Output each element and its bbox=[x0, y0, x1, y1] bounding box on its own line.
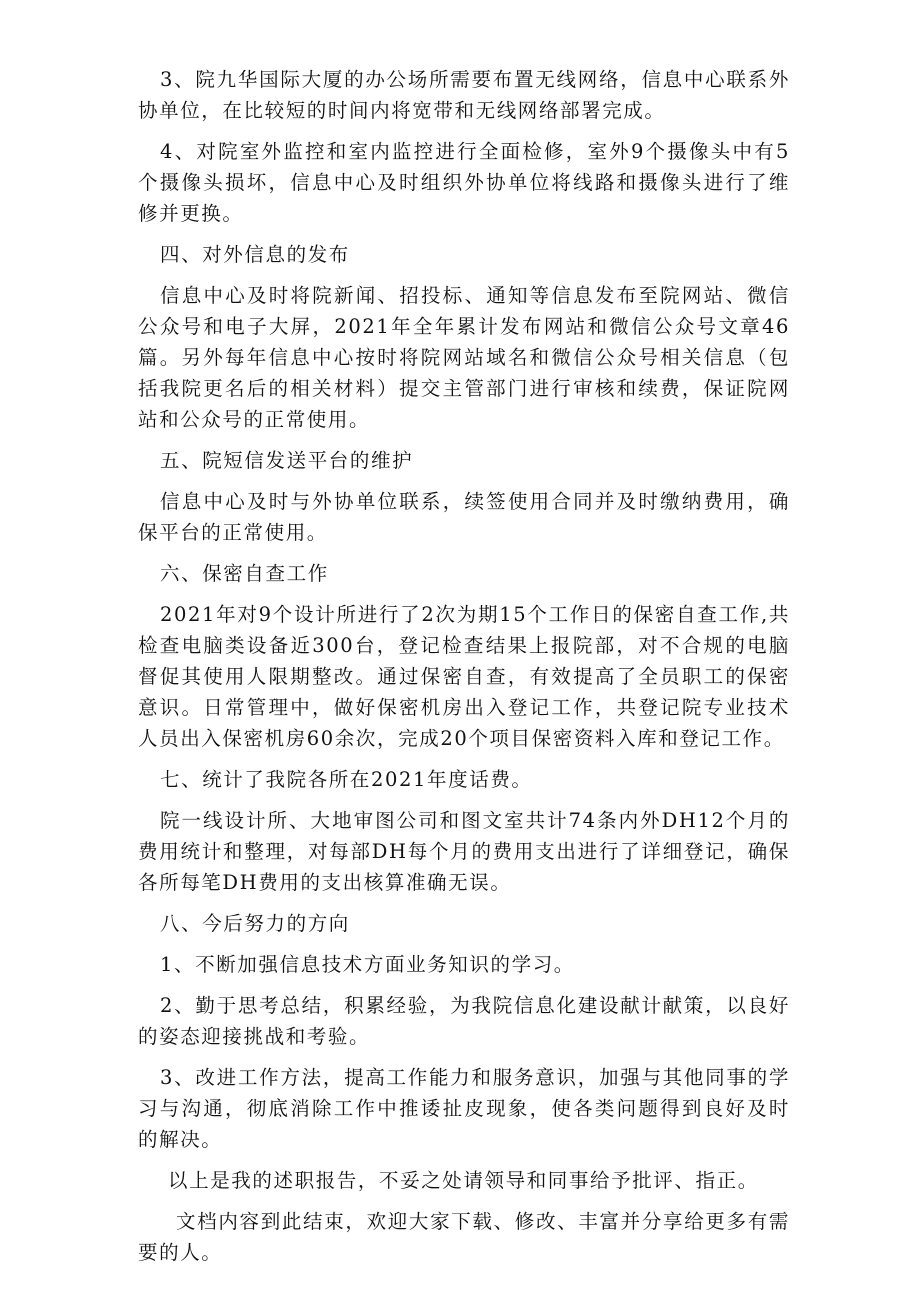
list-item-1: 1、不断加强信息技术方面业务知识的学习。 bbox=[160, 953, 575, 976]
paragraph-monitoring-repair: 4、对院室外监控和室内监控进行全面检修，室外9个摄像头中有5个摄像头损坏，信息中心及时组织外协单位将线路和摄像头进行了维修并更换。 bbox=[138, 140, 790, 225]
paragraph-security-check: 2021年对9个设计所进行了2次为期15个工作日的保密自查工作,共检查电脑类设备近300台，登记检查结果上报院部，对不合规的电脑督促其使用人限期整改。通过保密自查，有效提高了全员职工的保密意识。日常管理中，做好保密机房出入登记工作，共登记院专业技术人员出入保密机房60余次，完成20个项目保密资料入库和登记工作。 bbox=[138, 603, 790, 750]
list-item-3: 3、改进工作方法，提高工作能力和服务意识，加强与其他同事的学习与沟通，彻底消除工作中推诿扯皮现象，使各类问题得到良好及时的解决。 bbox=[138, 1066, 790, 1151]
closing-statement: 以上是我的述职报告，不妥之处请领导和同事给予批评、指正。 bbox=[168, 1169, 759, 1192]
section-heading-6: 六、保密自查工作 bbox=[160, 562, 329, 585]
paragraph-sms-platform: 信息中心及时与外协单位联系，续签使用合同并及时缴纳费用，确保平台的正常使用。 bbox=[138, 490, 790, 544]
section-heading-4: 四、对外信息的发布 bbox=[160, 243, 350, 266]
section-heading-5: 五、院短信发送平台的维护 bbox=[160, 449, 414, 472]
list-item-2: 2、勤于思考总结，积累经验，为我院信息化建设献计献策，以良好的姿态迎接挑战和考验。 bbox=[138, 994, 790, 1048]
section-heading-7: 七、统计了我院各所在2021年度话费。 bbox=[160, 768, 533, 791]
paragraph-phone-fees: 院一线设计所、大地审图公司和图文室共计74条内外DH12个月的费用统计和整理，对每部DH每个月的费用支出进行了详细登记，确保各所每笔DH费用的支出核算准确无误。 bbox=[138, 809, 790, 894]
document-end-note: 文档内容到此结束，欢迎大家下载、修改、丰富并分享给更多有需要的人。 bbox=[138, 1210, 790, 1264]
section-heading-8: 八、今后努力的方向 bbox=[160, 912, 350, 935]
document-body bbox=[138, 64, 790, 1268]
paragraph-info-publishing: 信息中心及时将院新闻、招投标、通知等信息发布至院网站、微信公众号和电子大屏，2021年全年累计发布网站和微信公众号文章46篇。另外每年信息中心按时将院网站域名和微信公众号相关信息（包括我院更名后的相关材料）提交主管部门进行审核和续费，保证院网站和公众号的正常使用。 bbox=[138, 284, 790, 431]
paragraph-wireless-network: 3、院九华国际大厦的办公场所需要布置无线网络，信息中心联系外协单位，在比较短的时间内将宽带和无线网络部署完成。 bbox=[138, 68, 790, 122]
